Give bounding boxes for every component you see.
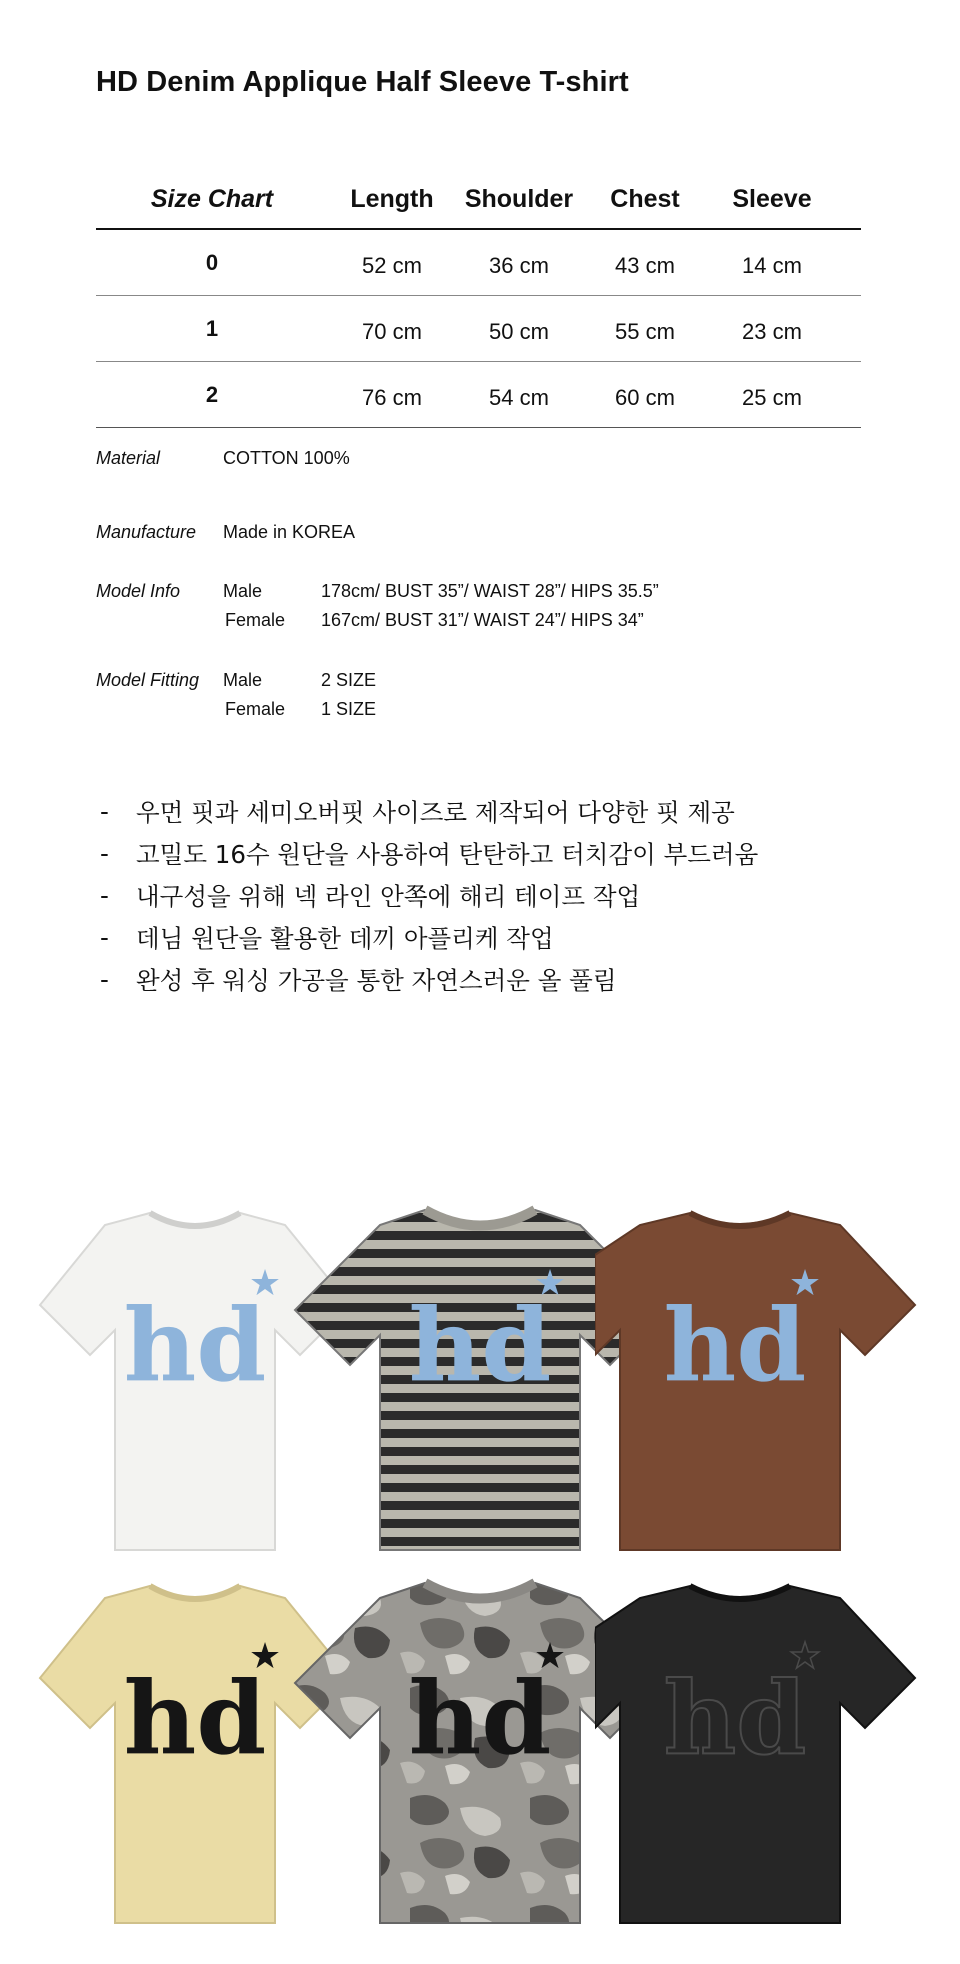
material-value: COTTON 100% [223, 448, 350, 468]
chest-value: 60 cm [615, 384, 675, 410]
black-tshirt-image [595, 1568, 925, 1928]
model-fitting-gender: Male [223, 670, 263, 690]
model-fitting-value: 1 SIZE [321, 699, 377, 719]
svg-text:hd: hd [408, 1286, 552, 1404]
svg-text:★: ★ [248, 1636, 282, 1677]
column-chest: Chest [610, 184, 680, 213]
feature-text: 우먼 핏과 세미오버핏 사이즈로 제작되어 다양한 핏 제공 [136, 797, 735, 827]
table-row [96, 296, 861, 362]
svg-text:hd: hd [408, 1659, 552, 1777]
chest-value: 43 cm [615, 252, 675, 278]
length-value: 52 cm [362, 252, 422, 278]
model-fitting-gender: Female [225, 699, 286, 719]
size-chart-header-row [96, 170, 861, 230]
shoulder-value: 54 cm [489, 384, 549, 410]
bullet-dash: - [100, 964, 109, 994]
model-info-value: 167cm/ BUST 31”/ WAIST 24”/ HIPS 34” [321, 610, 644, 630]
list-item [100, 916, 758, 958]
bullet-dash: - [100, 880, 109, 910]
list-item [100, 958, 758, 1000]
sleeve-value: 23 cm [742, 318, 802, 344]
feature-text: 데님 원단을 활용한 데끼 아플리케 작업 [136, 923, 554, 953]
table-row [96, 230, 861, 296]
size-label: 0 [205, 249, 219, 275]
sleeve-value: 14 cm [742, 252, 802, 278]
manufacture-label: Manufacture [96, 522, 197, 542]
column-sleeve: Sleeve [732, 184, 812, 213]
column-shoulder: Shoulder [464, 184, 574, 213]
svg-text:★: ★ [788, 1263, 822, 1304]
svg-text:hd: hd [663, 1659, 807, 1777]
product-title: HD Denim Applique Half Sleeve T-shirt [96, 66, 629, 98]
size-chart-heading: Size Chart [150, 184, 274, 213]
material-label: Material [96, 448, 161, 468]
model-info-gender: Male [223, 581, 263, 601]
length-value: 76 cm [362, 384, 422, 410]
size-chart-table [96, 170, 861, 428]
size-label: 1 [205, 315, 219, 341]
svg-text:★: ★ [788, 1636, 822, 1677]
list-item [100, 832, 758, 874]
bullet-dash: - [100, 838, 109, 868]
svg-text:★: ★ [533, 1263, 567, 1304]
svg-text:hd: hd [123, 1286, 267, 1404]
shoulder-value: 50 cm [489, 318, 549, 344]
model-fitting-value: 2 SIZE [321, 670, 377, 690]
svg-text:hd: hd [663, 1286, 807, 1404]
svg-text:hd: hd [123, 1659, 267, 1777]
model-info-label: Model Info [96, 581, 181, 601]
table-row [96, 362, 861, 428]
bullet-dash: - [100, 922, 109, 952]
shoulder-value: 36 cm [489, 252, 549, 278]
size-label: 2 [205, 381, 219, 407]
feature-text: 고밀도 16수 원단을 사용하여 탄탄하고 터치감이 부드러움 [136, 839, 759, 869]
column-length: Length [350, 184, 434, 213]
chest-value: 55 cm [615, 318, 675, 344]
feature-text: 내구성을 위해 넥 라인 안쪽에 해리 테이프 작업 [136, 881, 641, 911]
list-item [100, 874, 758, 916]
model-info-gender: Female [225, 610, 286, 630]
model-info-value: 178cm/ BUST 35”/ WAIST 28”/ HIPS 35.5” [321, 581, 659, 601]
svg-text:★: ★ [533, 1636, 567, 1677]
svg-text:★: ★ [248, 1263, 282, 1304]
length-value: 70 cm [362, 318, 422, 344]
model-fitting-label: Model Fitting [96, 670, 200, 690]
list-item [100, 790, 758, 832]
feature-list [100, 790, 758, 1000]
brown-tshirt-image [595, 1195, 925, 1555]
sleeve-value: 25 cm [742, 384, 802, 410]
bullet-dash: - [100, 796, 109, 826]
manufacture-value: Made in KOREA [223, 522, 356, 542]
feature-text: 완성 후 워싱 가공을 통한 자연스러운 올 풀림 [136, 965, 617, 995]
